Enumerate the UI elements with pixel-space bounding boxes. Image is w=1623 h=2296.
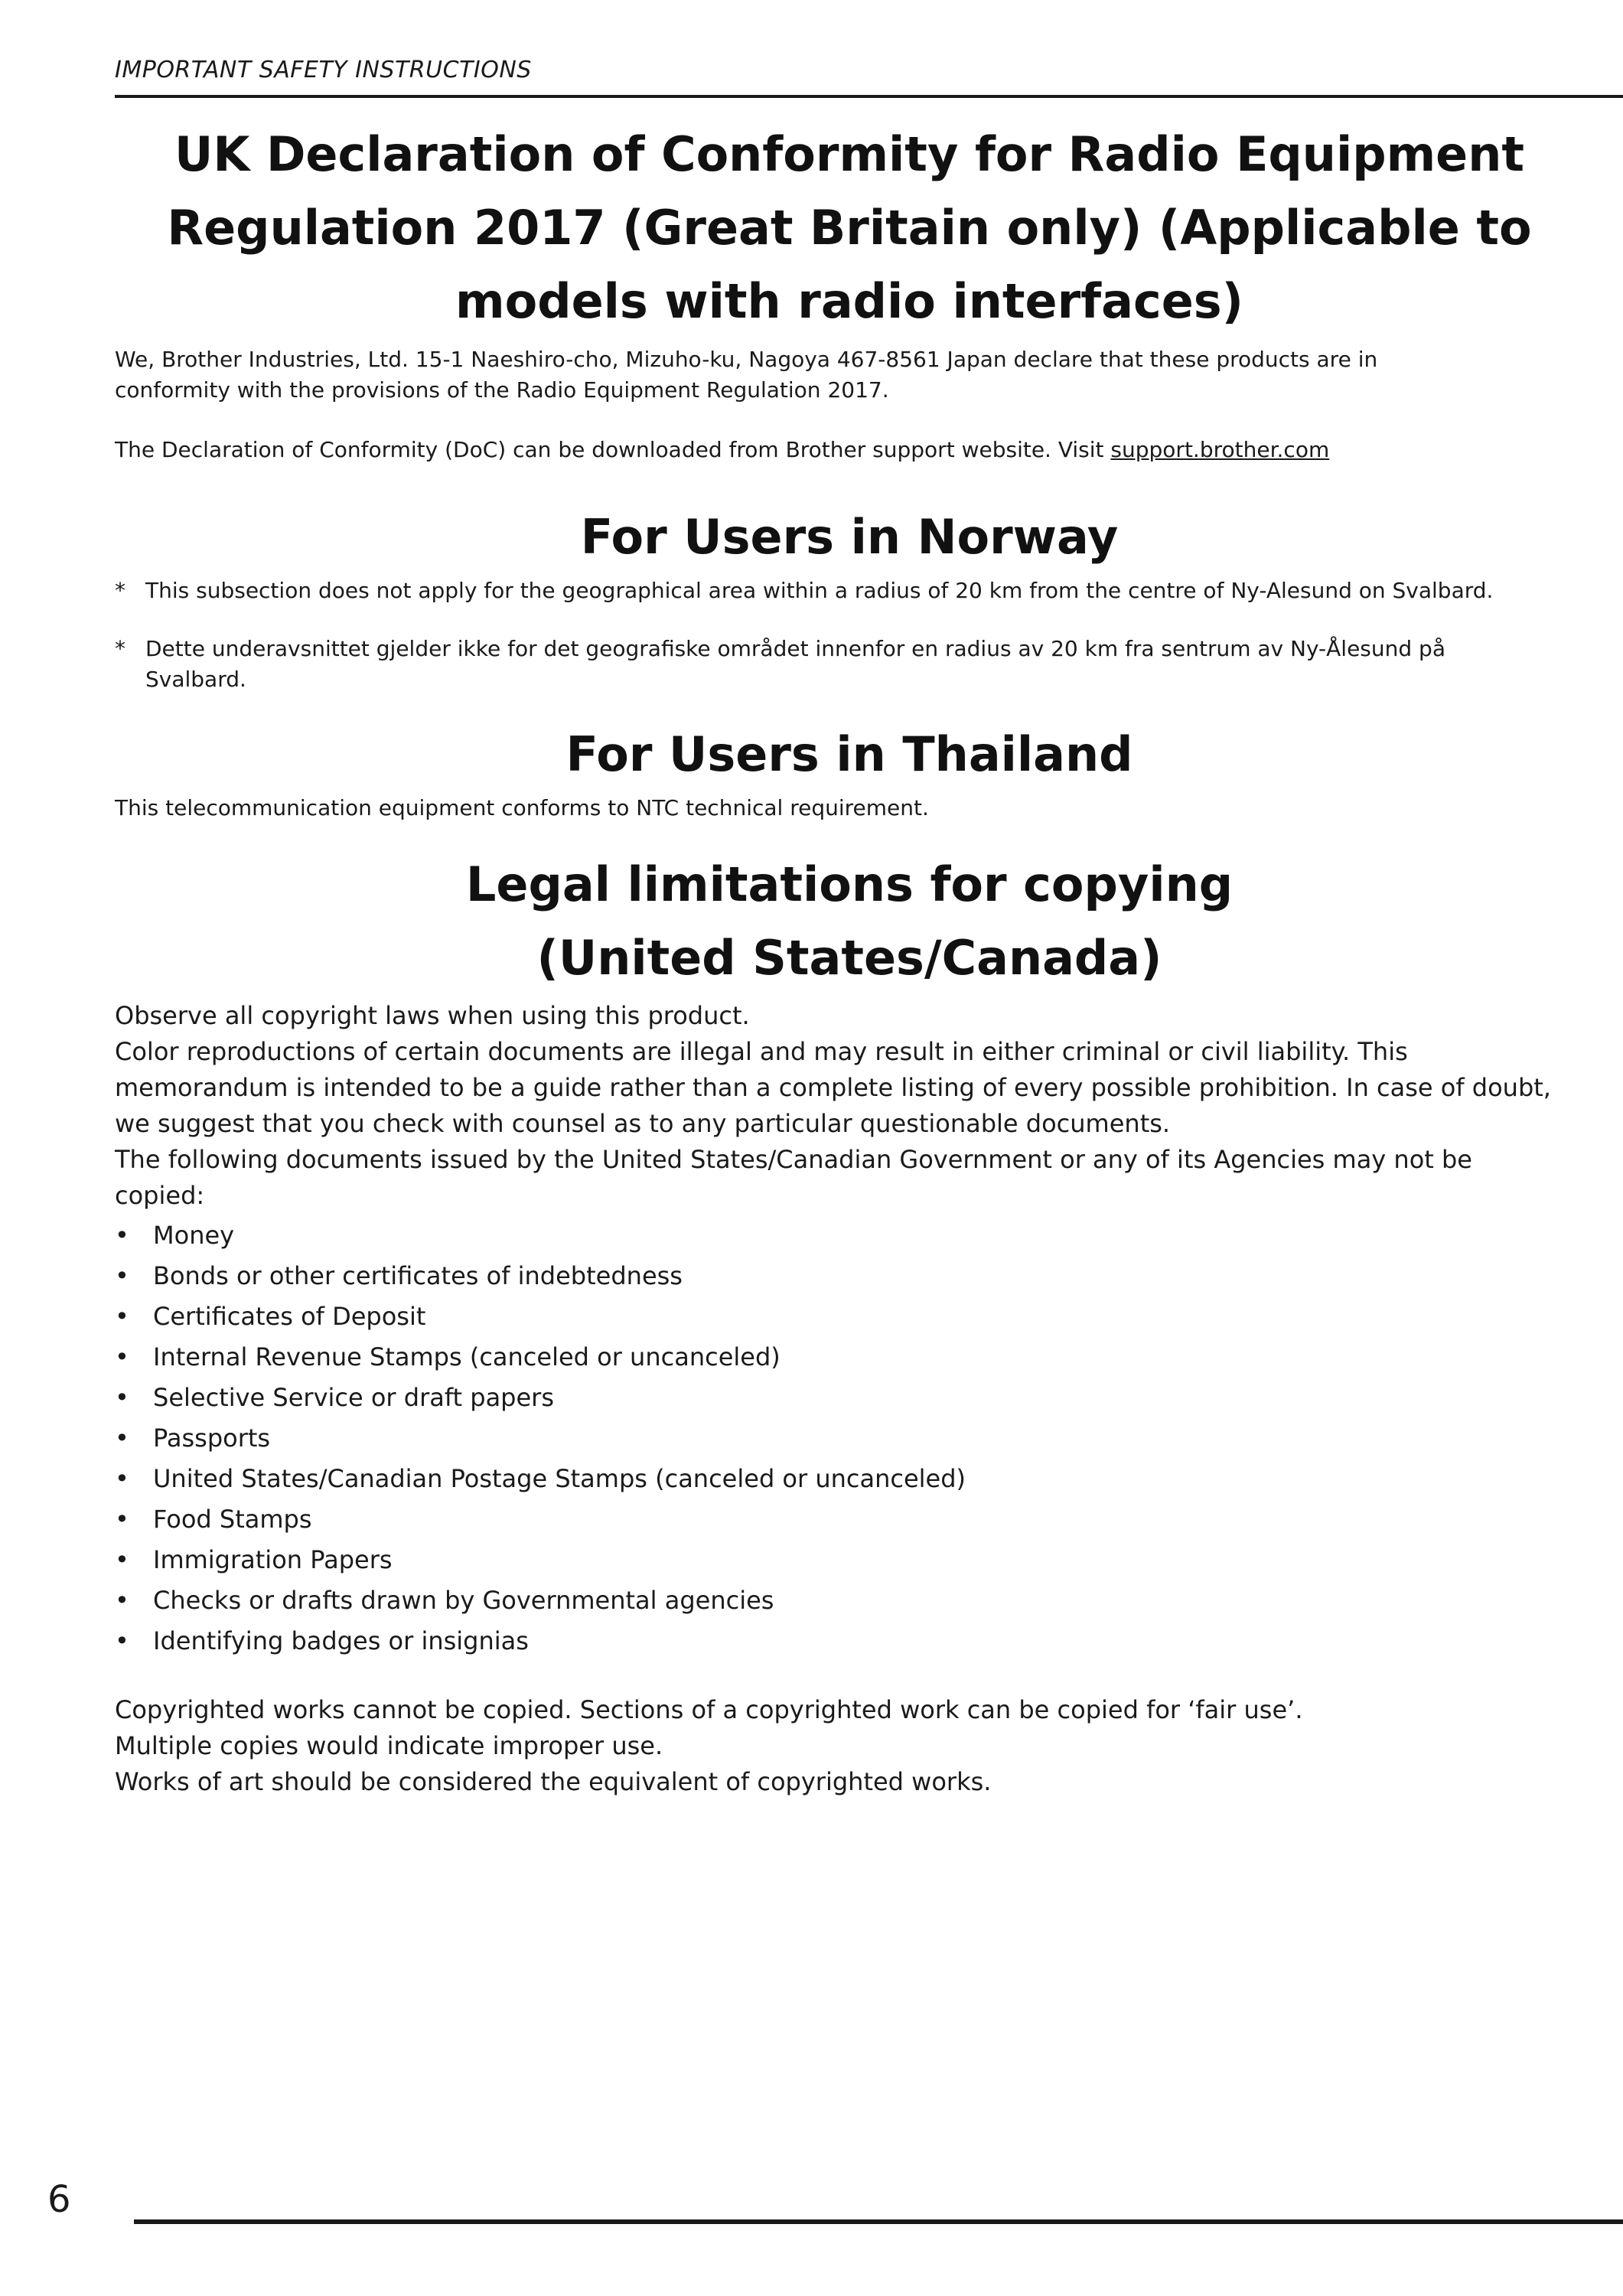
thailand-title: For Users in Thailand	[565, 726, 1133, 782]
bullet-marker: •	[115, 1342, 129, 1371]
list-item-text: Immigration Papers	[153, 1545, 393, 1574]
page-content	[115, 115, 1584, 1800]
list-item-text: Bonds or other certificates of indebtedness	[153, 1261, 683, 1290]
doc-download-note	[115, 435, 1584, 465]
legal-intro	[115, 998, 1584, 1214]
bullet-marker: •	[115, 1221, 129, 1250]
intro-line: Observe all copyright laws when using this product.	[115, 1001, 750, 1030]
legal-limitations-title	[115, 848, 1584, 995]
thailand-text: This telecommunication equipment conforms to NTC technical requirement.	[115, 795, 929, 820]
list-item-text: Identifying badges or insignias	[153, 1626, 529, 1655]
norway-title: For Users in Norway	[580, 509, 1119, 565]
intro-line: copied:	[115, 1181, 205, 1210]
list-item-text: Passports	[153, 1424, 271, 1453]
bullet-marker: •	[115, 1302, 129, 1331]
doc-download-text: The Declaration of Conformity (DoC) can be downloaded from Brother support website. Visit	[115, 437, 1111, 462]
statement-line: We, Brother Industries, Ltd. 15-1 Naeshiro-cho, Mizuho-ku, Nagoya 467-8561 Japan declare that these products are in	[115, 347, 1378, 372]
list-item	[115, 1296, 1584, 1337]
header-rule	[115, 95, 1623, 98]
thailand-section	[115, 718, 1584, 823]
intro-line: Color reproductions of certain documents are illegal and may result in either criminal or civil liability. This	[115, 1037, 1408, 1066]
legal-closing	[115, 1692, 1584, 1800]
intro-line: The following documents issued by the United States/Canadian Government or any of its Agencies may not be	[115, 1145, 1472, 1174]
support-link[interactable]: support.brother.com	[1110, 437, 1330, 462]
bullet-marker: •	[115, 1383, 129, 1412]
bullet-marker: •	[115, 1261, 129, 1290]
closing-line: Multiple copies would indicate improper use.	[115, 1731, 663, 1760]
note-text: Dette underavsnittet gjelder ikke for det geografiske området innenfor en radius av 20 km fra sentrum av Ny-Ålesund på	[145, 636, 1445, 661]
list-item	[115, 1621, 1584, 1662]
bullet-marker: •	[115, 1586, 129, 1615]
list-item	[115, 1418, 1584, 1459]
norway-note-norwegian	[115, 634, 1584, 695]
prohibited-documents-list	[115, 1215, 1584, 1662]
list-item-text: Food Stamps	[153, 1505, 312, 1534]
list-item	[115, 1580, 1584, 1621]
title-line: Regulation 2017 (Great Britain only) (Applicable to	[167, 200, 1532, 256]
list-item-text: Checks or drafts drawn by Governmental agencies	[153, 1586, 774, 1615]
list-item	[115, 1459, 1584, 1499]
bullet-marker: •	[115, 1464, 129, 1493]
list-item-text: Money	[153, 1221, 235, 1250]
list-item	[115, 1337, 1584, 1378]
closing-line: Copyrighted works cannot be copied. Sections of a copyrighted work can be copied for ‘fair use’.	[115, 1695, 1303, 1724]
list-item-text: Internal Revenue Stamps (canceled or uncanceled)	[153, 1342, 781, 1371]
list-item-text: Certificates of Deposit	[153, 1302, 426, 1331]
intro-line: memorandum is intended to be a guide rather than a complete listing of every possible prohibition. In case of doubt,	[115, 1073, 1551, 1102]
list-item-text: United States/Canadian Postage Stamps (canceled or uncanceled)	[153, 1464, 966, 1493]
bullet-marker: •	[115, 1505, 129, 1534]
title-line: models with radio interfaces)	[455, 273, 1243, 329]
asterisk-marker: *	[115, 636, 125, 661]
footer-rule	[134, 2219, 1623, 2224]
note-text: Svalbard.	[145, 667, 246, 692]
statement-line: conformity with the provisions of the Radio Equipment Regulation 2017.	[115, 377, 889, 403]
list-item	[115, 1215, 1584, 1256]
bullet-marker: •	[115, 1424, 129, 1453]
list-item	[115, 1540, 1584, 1580]
uk-declaration-title	[115, 118, 1584, 338]
list-item	[115, 1256, 1584, 1296]
list-item	[115, 1499, 1584, 1540]
title-line: (United States/Canada)	[536, 930, 1162, 986]
title-line: UK Declaration of Conformity for Radio Equipment	[174, 126, 1525, 182]
list-item-text: Selective Service or draft papers	[153, 1383, 554, 1412]
norway-section	[115, 501, 1584, 695]
bullet-marker: •	[115, 1626, 129, 1655]
uk-declaration-statement	[115, 344, 1584, 406]
norway-note-english	[115, 576, 1584, 606]
title-line: Legal limitations for copying	[465, 856, 1234, 912]
running-header: IMPORTANT SAFETY INSTRUCTIONS	[115, 57, 532, 83]
closing-line: Works of art should be considered the equivalent of copyrighted works.	[115, 1767, 992, 1796]
note-text: This subsection does not apply for the geographical area within a radius of 20 km from the centre of Ny-Alesund on Svalbard.	[145, 578, 1494, 603]
asterisk-marker: *	[115, 578, 125, 603]
page-number: 6	[47, 2178, 71, 2221]
intro-line: we suggest that you check with counsel as to any particular questionable documents.	[115, 1109, 1171, 1138]
uk-declaration-section	[115, 118, 1584, 465]
bullet-marker: •	[115, 1545, 129, 1574]
list-item	[115, 1378, 1584, 1418]
legal-limitations-section	[115, 848, 1584, 1800]
